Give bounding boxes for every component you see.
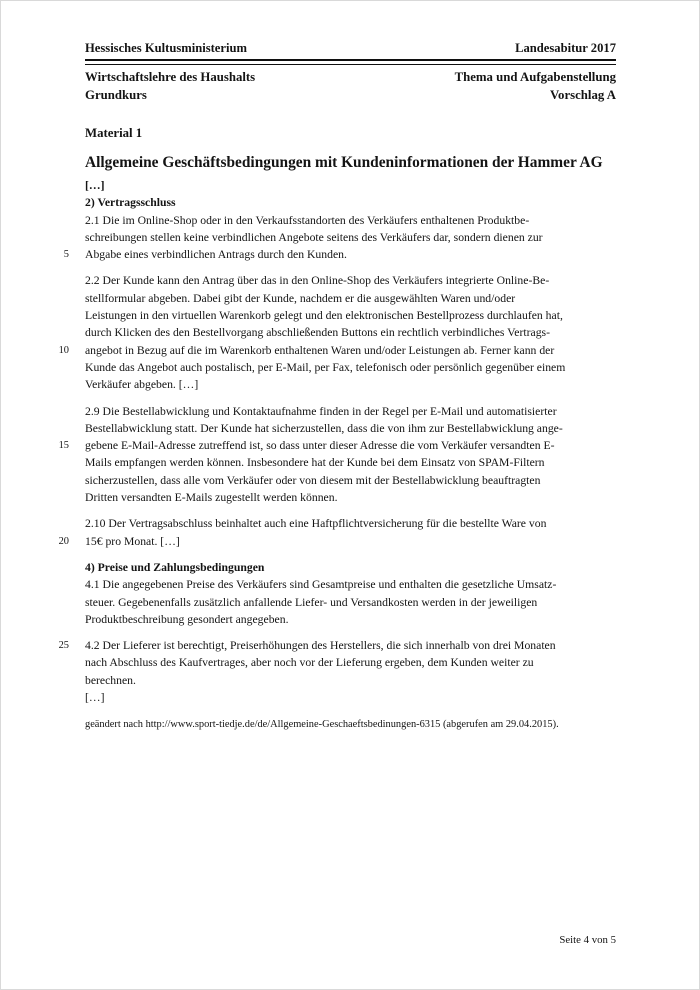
line-text: angebot in Bezug auf die im Warenkorb enthaltenen Waren und/oder Leistungen ab. Ferner kann der [85,343,555,357]
line-text: […] [85,179,105,192]
line-text: Verkäufer abgeben. […] [85,378,199,392]
header-sub-block [85,69,616,104]
line-number: 10 [58,344,69,356]
text-line [85,672,616,689]
line-text: Bestellabwicklung statt. Der Kunde hat sicherzustellen, dass die von ihm zur Bestellabwicklung ange- [85,421,563,435]
line-text: 2) Vertragsschluss [85,196,176,210]
body-paragraph [58,515,616,550]
line-number: 25 [58,640,69,652]
header-exam: Landesabitur 2017 [515,41,616,55]
line-text: schreibungen stellen keine verbindlichen Angebote seitens des Verkäufers dar, sondern dienen zur [85,230,543,244]
text-line [85,376,616,393]
text-line [85,359,616,376]
text-line [85,307,616,324]
text-line [58,533,616,550]
header-theme: Thema und Aufgabenstellung [454,70,616,84]
body-paragraph [63,212,616,264]
text-line [85,212,616,229]
line-text: 15€ pro Monat. […] [85,534,180,548]
text-line [85,229,616,246]
text-line [85,272,616,289]
line-text: gebene E-Mail-Adresse zutreffend ist, so dass unter dieser Adresse die vom Verkäufer versandten E- [85,439,555,453]
material-title: Allgemeine Geschäftsbedingungen mit Kundeninformationen der Hammer AG [85,154,603,171]
header-top-row [85,41,616,56]
text-line [85,403,616,420]
text-line [58,637,616,654]
header-subject-row [85,69,616,87]
body-paragraph [58,272,616,393]
line-text: […] [85,691,105,705]
body-heading [85,194,616,211]
line-text: Abgabe eines verbindlichen Antrags durch den Kunden. [85,248,347,262]
text-line [85,594,616,611]
line-text: 4.2 Der Lieferer ist berechtigt, Preiserhöhungen des Herstellers, die sich innerhalb von drei Monaten [85,639,556,653]
header-proposal: Vorschlag A [549,87,616,102]
line-text: durch Klicken des den Bestellvorgang abschließenden Buttons ein rechtlich verbindliches Vertrags- [85,326,550,340]
line-text: Kunde das Angebot auch postalisch, per E-Mail, per Fax, telefonisch oder persönlich gegenüber einem [85,360,566,374]
body-paragraph [58,403,616,507]
line-text: Dritten versandten E-Mails zugestellt werden können. [85,491,338,505]
header-course-row [85,87,616,105]
header-ministry: Hessisches Kultusministerium [85,41,247,55]
line-number: 15 [58,440,69,452]
line-text: 2.1 Die im Online-Shop oder in den Verkaufsstandorten des Verkäufers enthaltenen Produktbe- [85,213,530,227]
header-course: Grundkurs [85,87,147,102]
line-number: 5 [63,249,69,261]
line-text: 2.10 Der Vertragsabschluss beinhaltet auch eine Haftpflichtversicherung für die bestellte Ware von [85,517,547,531]
body-paragraph [85,576,616,628]
material-label: Material 1 [85,126,143,140]
line-text: 2.9 Die Bestellabwicklung und Kontaktaufnahme finden in der Regel per E-Mail und automatisierter [85,404,557,418]
text-line [85,689,616,706]
text-line [85,324,616,341]
text-line [58,342,616,359]
page-content [1,1,699,732]
line-text: Mails empfangen werden können. Insbesondere hat der Kunde bei dem Einsatz von SPAM-Filtern [85,456,545,470]
text-line [85,515,616,532]
line-text: berechnen. [85,673,136,687]
body-heading [85,177,616,194]
text-line [85,559,616,576]
header-divider [85,59,616,65]
line-text: 2.2 Der Kunde kann den Antrag über das in den Online-Shop des Verkäufers integrierte Online-Be- [85,274,550,288]
text-line [85,194,616,211]
text-line [58,437,616,454]
header-subject: Wirtschaftslehre des Haushalts [85,70,256,84]
line-text: 4.1 Die angegebenen Preise des Verkäufers sind Gesamtpreise und enthalten die gesetzliche Umsatz- [85,578,557,592]
text-line [85,454,616,471]
source-citation: geändert nach http://www.sport-tiedje.de/de/Allgemeine-Geschaeftsbedinungen-6315 (abgerufen am 29.04.2015). [85,719,559,731]
line-text: Leistungen in den virtuellen Warenkorb gelegt und den elektronischen Bestellprozess durchlaufen hat, [85,309,563,323]
line-number: 20 [58,535,69,547]
line-text: steuer. Gegebenenfalls zusätzlich anfallende Liefer- und Versandkosten werden in der jeweiligen [85,595,538,609]
line-text: sicherzustellen, dass alle vom Verkäufer oder von diesem mit der Bestellabwicklung beauftragten [85,473,541,487]
line-text: stellformular abgeben. Dabei gibt der Kunde, nachdem er die ausgewählten Waren und/oder [85,291,516,305]
line-text: 4) Preise und Zahlungsbedingungen [85,560,265,574]
body-paragraph [58,637,616,706]
material-body [58,177,616,706]
body-heading [85,559,616,576]
text-line [85,489,616,506]
text-line [85,472,616,489]
text-line [85,177,616,194]
text-line [85,576,616,593]
text-line [63,246,616,263]
line-text: nach Abschluss des Kaufvertrages, aber noch vor der Lieferung ergeben, dem Kunden weiter zu [85,656,534,670]
page-number: Seite 4 von 5 [559,934,616,946]
text-line [85,420,616,437]
text-line [85,611,616,628]
text-line [85,654,616,671]
line-text: Produktbeschreibung gesondert angegeben. [85,612,289,626]
text-line [85,290,616,307]
